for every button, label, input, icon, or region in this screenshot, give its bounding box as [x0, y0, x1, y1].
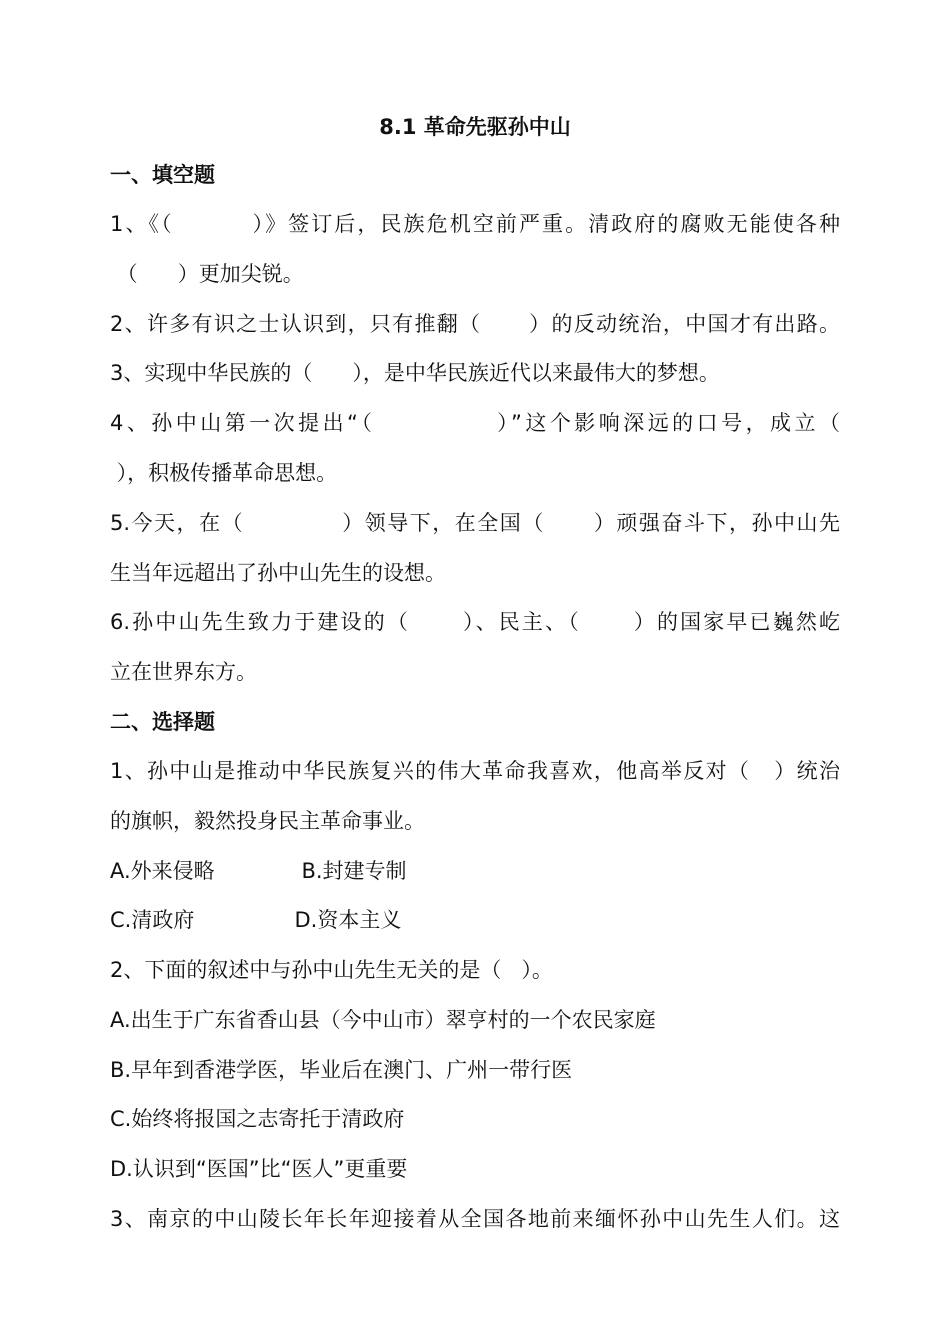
question-line: （ ）更加尖锐。	[110, 262, 304, 286]
question-line: 1、孙中山是推动中华民族复兴的伟大革命我喜欢，他高举反对（ ）统治	[110, 759, 840, 783]
section-heading-choice: 二、选择题	[110, 710, 215, 734]
question-line: 2、许多有识之士认识到，只有推翻（ ）的反动统治，中国才有出路。	[110, 312, 840, 336]
option-line: C.始终将报国之志寄托于清政府	[110, 1107, 405, 1131]
question-line: 3、南京的中山陵长年长年迎接着从全国各地前来缅怀孙中山先生人们。这	[110, 1207, 840, 1231]
question-line: 生当年远超出了孙中山先生的设想。	[110, 561, 446, 585]
question-line: 2、下面的叙述中与孙中山先生无关的是（ ）。	[110, 958, 553, 982]
question-line: 5.今天，在（ ）领导下，在全国（ ）顽强奋斗下，孙中山先	[110, 511, 840, 535]
question-line: 的旗帜，毅然投身民主革命事业。	[110, 809, 425, 833]
option-line: C.清政府 D.资本主义	[110, 908, 402, 932]
document-title: 8.1 革命先驱孙中山	[379, 115, 571, 139]
question-line: 3、实现中华民族的（ ），是中华民族近代以来最伟大的梦想。	[110, 361, 720, 385]
question-line: 1、《（ ）》签订后，民族危机空前严重。清政府的腐败无能使各种	[110, 212, 840, 236]
question-line: ），积极传播革命思想。	[110, 461, 338, 485]
question-line: 4、孙中山第一次提出“（ ）”这个影响深远的口号，成立（	[110, 411, 840, 435]
option-line: B.早年到香港学医，毕业后在澳门、广州一带行医	[110, 1058, 573, 1082]
question-line: 立在世界东方。	[110, 660, 257, 684]
section-heading-fill-in: 一、填空题	[110, 163, 215, 187]
question-line: 6.孙中山先生致力于建设的（ ）、民主、（ ）的国家早已巍然屹	[110, 610, 840, 634]
option-line: A.出生于广东省香山县（今中山市）翠亨村的一个农民家庭	[110, 1008, 656, 1032]
option-line: D.认识到“医国”比“医人”更重要	[110, 1157, 408, 1181]
option-line: A.外来侵略 B.封建专制	[110, 859, 407, 883]
